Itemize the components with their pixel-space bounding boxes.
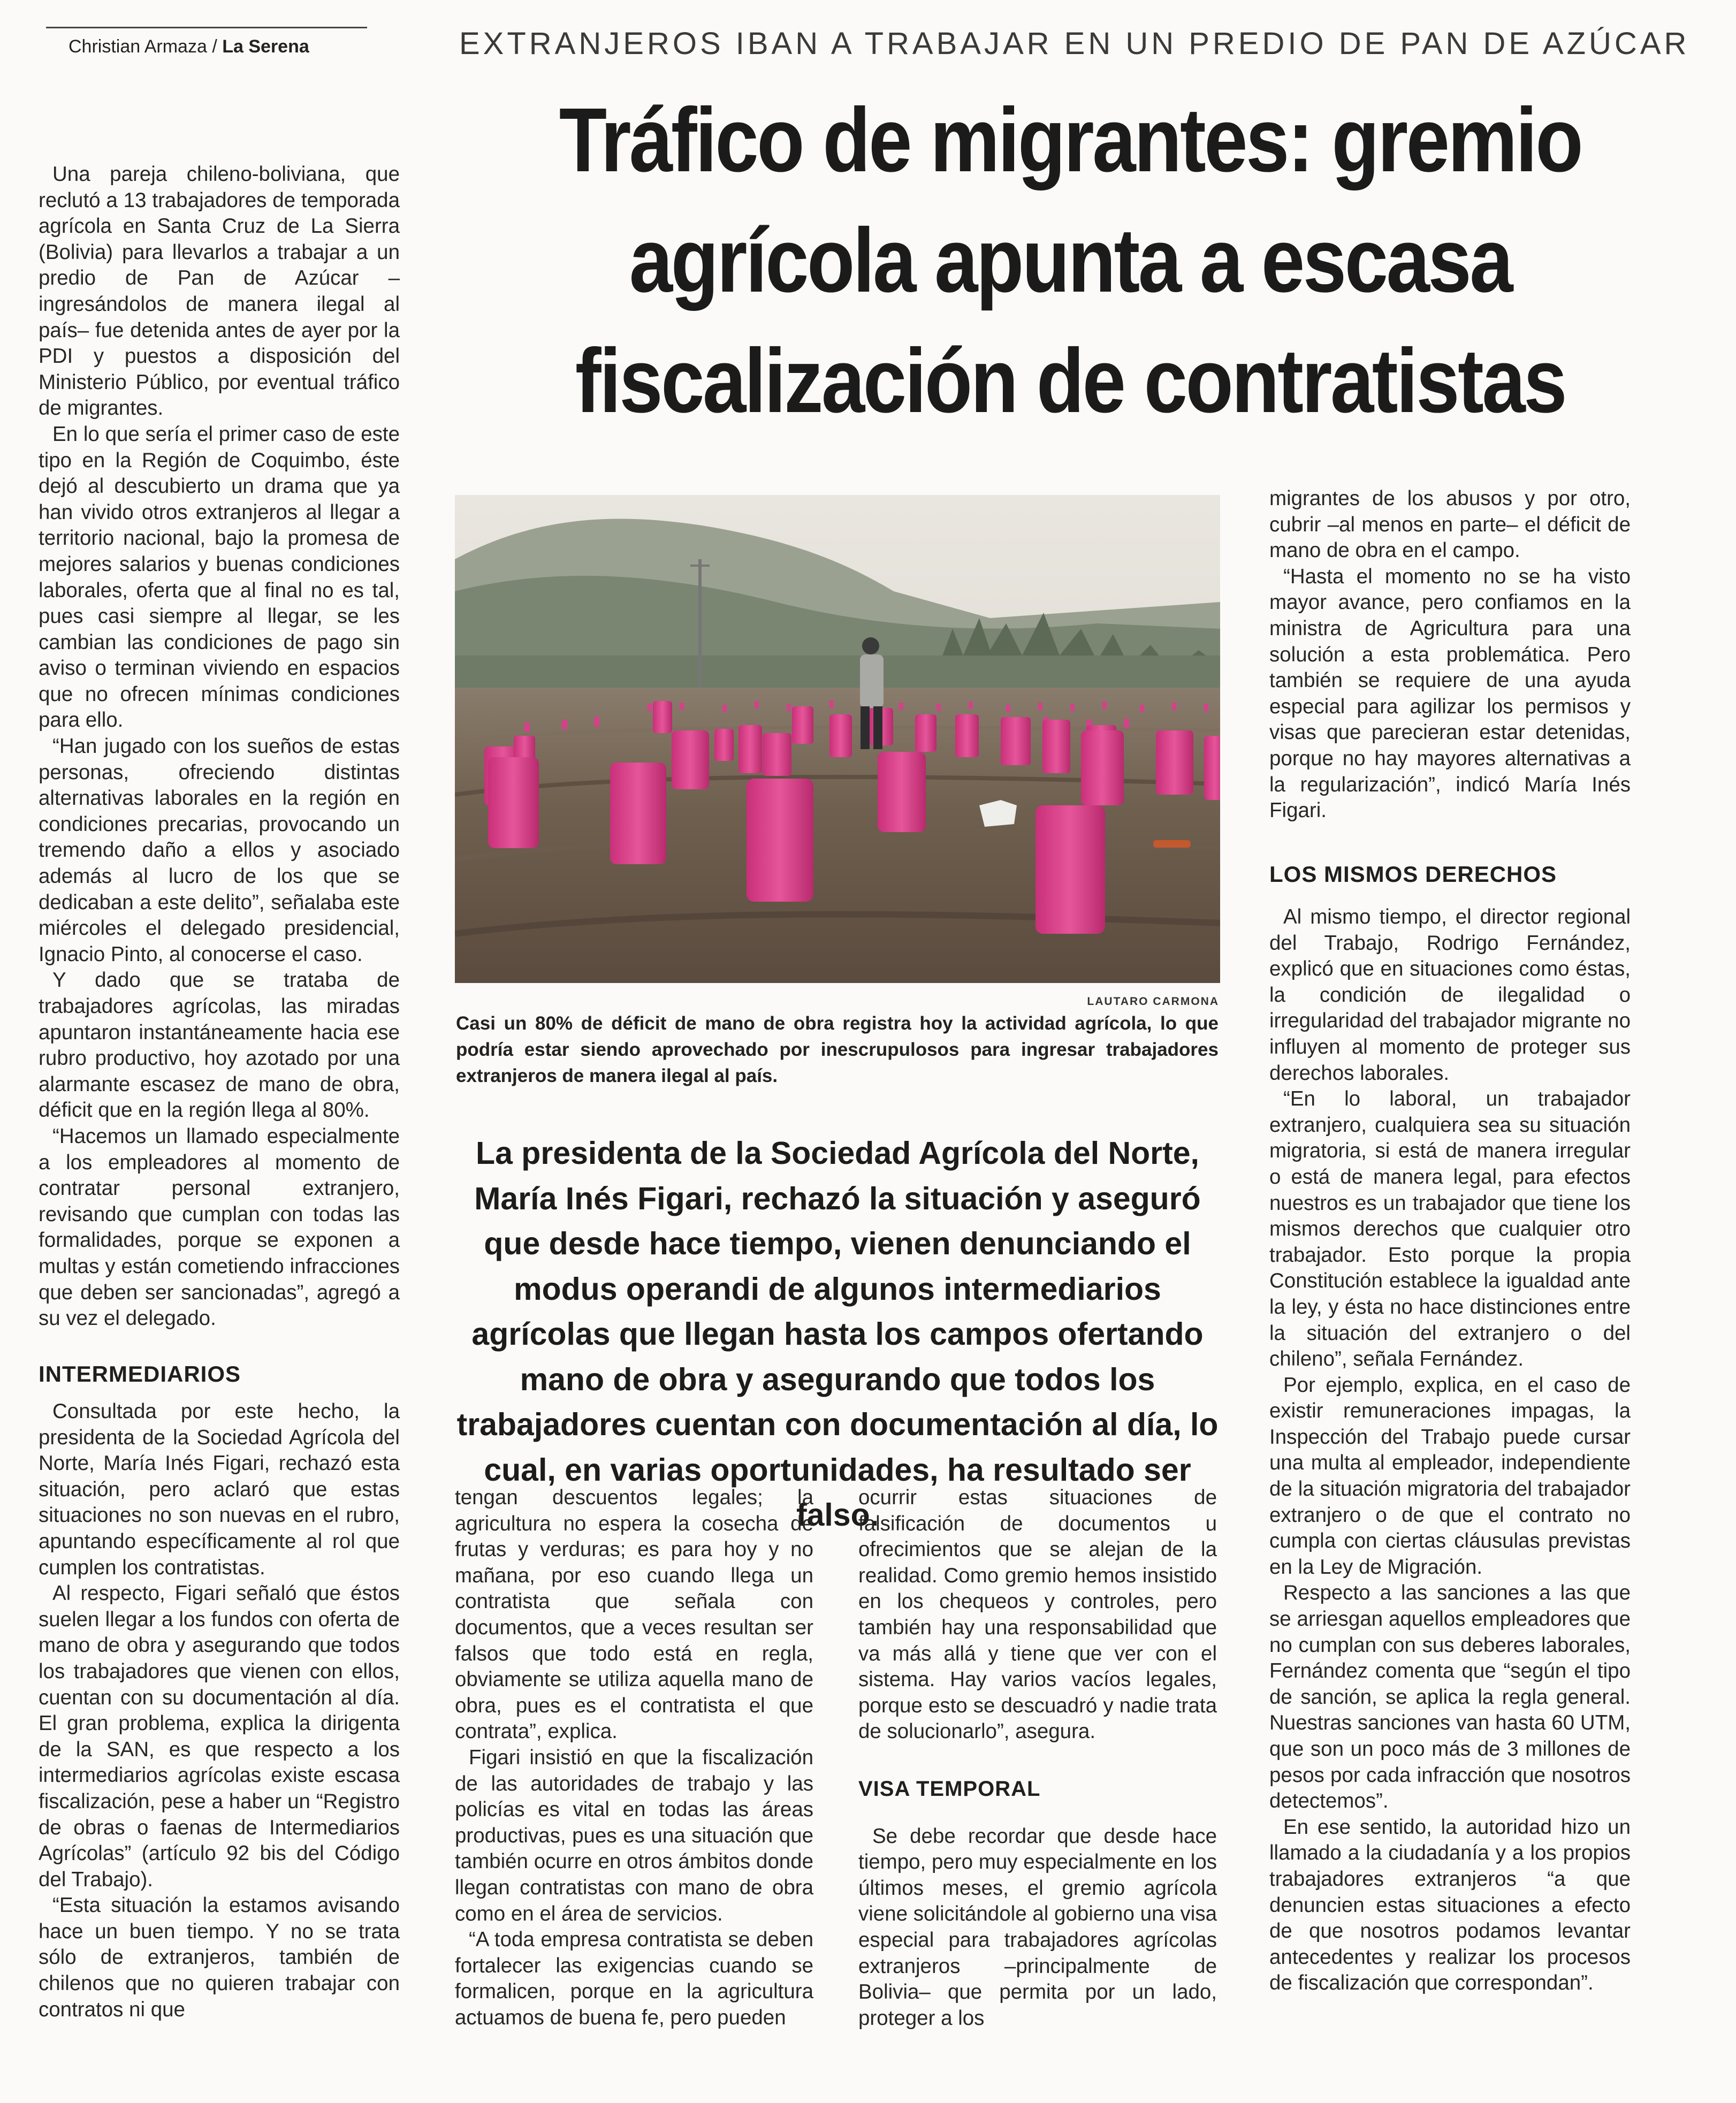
paragraph: “Hacemos un llamado especialmente a los empleadores al momento de contratar personal extranjero, revisando que cumplan con todas las formalidades, porque se exponen a multas y están cometiendo infracciones que deben ser sancionadas”, agregó a su vez el delegado.	[39, 1124, 400, 1330]
pull-quote: La presidenta de la Sociedad Agrícola del Norte, María Inés Figari, rechazó la situación y aseguró que desde hace tiempo, vienen denunciando el modus operandi de algunos intermediarios agrícolas que llegan hasta los campos ofertando mano de obra y asegurando que todos los trabajadores cuentan con documentación al día, lo cual, en varias oportunidades, ha resultado ser falso.	[456, 1136, 1219, 1533]
photo-image	[455, 495, 1220, 983]
paragraph: “En lo laboral, un trabajador extranjero, cualquiera sea su situación migratoria, si está de manera irregular o está de manera legal, para efectos nuestros es un trabajador que tiene los mismos derechos que cualquier otro trabajador. Esto porque la propia Constitución establece la igualdad ante la ley, y ésta no hace distinciones entre la situación del extranjero o del chileno”, señala Fernández.	[1269, 1087, 1631, 1371]
paragraph: Consultada por este hecho, la presidenta de la Sociedad Agrícola del Norte, María Inés Figari, rechazó esta situación, pero aclaró que estas situaciones no son nuevas en el rubro, apuntando específicamente al rol que cumplen los contratistas.	[39, 1400, 400, 1579]
paragraph: “Hasta el momento no se ha visto mayor avance, pero confiamos en la ministra de Agricultura para una solución a esta problemática. Pero también se requiere de una ayuda especial para agilizar los permisos y visas que parecieran estar detenidas, porque no hay mayores alternativas a la regularización”, indicó María Inés Figari.	[1269, 565, 1631, 822]
paragraph: Respecto a las sanciones a las que se arriesgan aquellos empleadores que no cumplan con sus deberes laborales, Fernández comenta que “según el tipo de sanción, se aplica la regla general. Nuestras sanciones van hasta 60 UTM, que son un poco más de 3 millones de pesos por cada infracción que nosotros detectemos”.	[1269, 1581, 1631, 1813]
paragraph: “Esta situación la estamos avisando hace un buen tiempo. Y no se trata sólo de extranjeros, también de chilenos que no quieren trabajar con contratos ni que	[39, 1894, 400, 2021]
paragraph: En lo que sería el primer caso de este tipo en la Región de Coquimbo, éste dejó al descubierto un drama que ya han vivido otros extranjeros al llegar a territorio nacional, bajo la promesa de mejores salarios y buenas condiciones laborales, oferta que al final no es tal, pues casi siempre al llegar, se les cambian las condiciones de pago sin aviso o terminan viviendo en espacios que no ofrecen mínimas condiciones para ello.	[39, 422, 400, 732]
paragraph: migrantes de los abusos y por otro, cubrir –al menos en parte– el déficit de mano de obra en el campo.	[1269, 487, 1631, 562]
byline	[68, 36, 309, 57]
byline-rule	[46, 27, 367, 28]
headline: Tráfico de migrantes: gremio agrícola apunta a escasa fiscalización de contratistas	[559, 89, 1582, 432]
paragraph: “Han jugado con los sueños de estas personas, ofreciendo distintas alternativas laborales en la región en condiciones precarias, provocando un tremendo daño a ellos y asociado además al lucro de los que se dedicaban a este delito”, señalaba este miércoles el delegado presidencial, Ignacio Pinto, al conocerse el caso.	[39, 735, 400, 966]
subhead-intermediarios: INTERMEDIARIOS	[39, 1361, 241, 1386]
body-column-2	[455, 1485, 813, 2041]
author-name: Christian Armaza /	[68, 36, 217, 57]
paragraph: Y dado que se trataba de trabajadores agrícolas, las miradas apuntaron instantáneamente hacia ese rubro productivo, hoy azotado por una alarmante escasez de mano de obra, déficit que en la región llega al 80%.	[39, 969, 400, 1122]
paragraph: Por ejemplo, explica, en el caso de existir remuneraciones impagas, la Inspección del Trabajo puede cursar una multa al empleador, independiente de la situación migratoria del trabajador extranjero o de que el contrato no cumpla con ciertas cláusulas previstas en la Ley de Migración.	[1269, 1373, 1631, 1579]
body-column-4	[1269, 486, 1631, 834]
paragraph: Al mismo tiempo, el director regional del Trabajo, Rodrigo Fernández, explicó que en situaciones como éstas, la condición de ilegalidad o irregularidad del trabajador migrante no influyen al momento de proteger sus derechos laborales.	[1269, 905, 1631, 1085]
paragraph: Figari insistió en que la fiscalización de las autoridades de trabajo y las policías es vital en todas las áreas productivas, pues es una situación que también ocurre en otros ámbitos donde llegan contratistas con mano de obra como en el área de servicios.	[455, 1746, 813, 1925]
subhead-visa-temporal: VISA TEMPORAL	[858, 1777, 1041, 1801]
paragraph: ocurrir estas situaciones de falsificación de documentos u ofrecimientos que se alejan de la realidad. Como gremio hemos insistido en los chequeos y controles, pero también hay una responsabilidad que va más allá y tiene que ver con el sistema. Hay varios vacíos legales, porque esto se descuadró y nadie trata de solucionarlo”, asegura.	[858, 1486, 1217, 1743]
body-column-1-continued	[39, 1399, 400, 2036]
paragraph: Al respecto, Figari señaló que éstos suelen llegar a los fundos con oferta de mano de obra y asegurando que todos los trabajadores que vienen con ellos, cuentan con su documentación al día. El gran problema, explica la dirigenta de la SAN, es que respecto a los intermediarios agrícolas existe escasa fiscalización, pese a haber un “Registro de obras o faenas de Intermediarios Agrícolas” (artículo 92 bis del Código del Trabajo).	[39, 1582, 400, 1891]
body-column-1	[39, 162, 400, 1330]
paragraph: tengan descuentos legales; la agricultura no espera la cosecha de frutas y verduras; es para hoy y no mañana, por eso cuando llega un contratista que señala con documentos, que a veces resultan ser falsos que todo está en regla, obviamente se utiliza aquella mano de obra, pues es el contratista el que contrata”, explica.	[455, 1486, 813, 1743]
paragraph: Se debe recordar que desde hace tiempo, pero muy especialmente en los últimos meses, el gremio agrícola viene solicitándole al gobierno una visa especial para trabajadores agrícolas extranjeros –principalmente de Bolivia– que permita por un lado, proteger a los	[858, 1824, 1217, 2030]
body-column-4-continued	[1269, 904, 1631, 2044]
subhead-los-mismos-derechos: LOS MISMOS DERECHOS	[1269, 862, 1557, 887]
photo-credit: LAUTARO CARMONA	[1087, 995, 1219, 1008]
field-photo	[455, 495, 1220, 983]
paragraph: En ese sentido, la autoridad hizo un llamado a la ciudadanía y a los propios trabajadores extranjeros “a que denuncien estas situaciones a efecto de que nosotros podamos levantar antecedentes y realizar los procesos de fiscalización que correspondan”.	[1269, 1815, 1631, 1995]
paragraph: Una pareja chileno-boliviana, que reclutó a 13 trabajadores de temporada agrícola en Santa Cruz de La Sierra (Bolivia) para llevarlos a trabajar a un predio de Pan de Azúcar –ingresándolos de manera ilegal al país– fue detenida antes de ayer por la PDI y puestos a disposición del Ministerio Público, por eventual tráfico de migrantes.	[39, 163, 400, 420]
byline-location: La Serena	[222, 36, 309, 57]
body-column-3	[858, 1485, 1217, 2041]
paragraph: “A toda empresa contratista se deben fortalecer las exigencias cuando se formalicen, porque en la agricultura actuamos de buena fe, pero pueden	[455, 1928, 813, 2029]
photo-caption: Casi un 80% de déficit de mano de obra registra hoy la actividad agrícola, lo que podría estar siendo aprovechado por inescrupulosos para ingresar trabajadores extranjeros de manera ilegal al país.	[456, 1013, 1219, 1086]
kicker: EXTRANJEROS IBAN A TRABAJAR EN UN PREDIO DE PAN DE AZÚCAR	[459, 26, 1690, 61]
